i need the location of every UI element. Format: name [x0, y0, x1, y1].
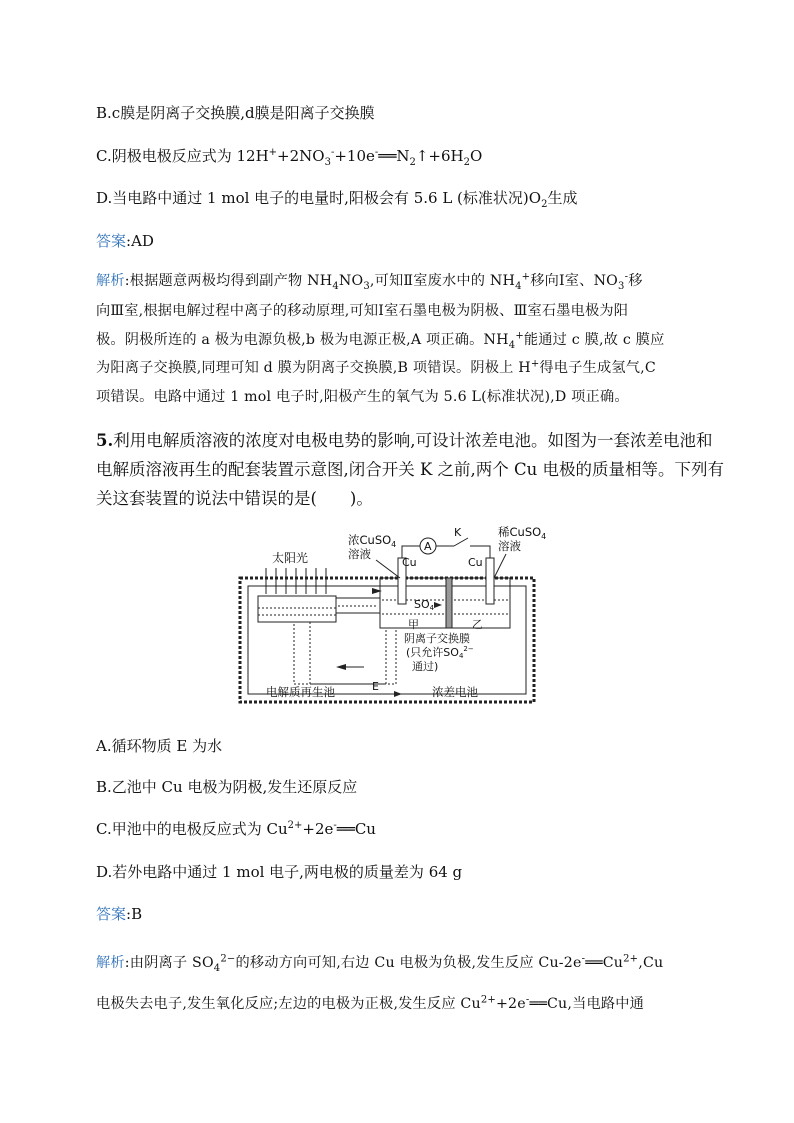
explanation-1-line-3: 极。阴极所连的 a 极为电源负极,b 极为电源正极,A 项正确。$NH_4^+$能通过 c 膜,故 c 膜应 [96, 330, 665, 351]
sun-rays [266, 568, 326, 594]
label-dilute-solution: 溶液 [498, 539, 521, 553]
regen-pool [258, 596, 386, 684]
label-conc-cuso4: 浓CuSO$_4$ [348, 533, 397, 549]
label-conc-cell: 浓差电池 [432, 685, 478, 699]
label-conc-solution: 溶液 [348, 547, 371, 561]
label-cu-left: Cu [402, 556, 417, 569]
q5-option-b: B.乙池中 Cu 电极为阴极,发生还原反应 [96, 778, 358, 796]
label-regen-pool: 电解质再生池 [266, 685, 335, 699]
arrow-sulfate [434, 602, 442, 608]
label-membrane-2: (只允许$SO4^{2-}$ [406, 645, 474, 660]
explanation-1-line-4: 为阳离子交换膜,同理可知 d 膜为阴离子交换膜,B 项错误。阴极上 H+得电子生成氢气,C [96, 358, 656, 376]
pointer-dilute [494, 554, 506, 578]
pointer-conc [376, 560, 400, 578]
external-circuit [402, 538, 490, 558]
answer-2: 答案:B [96, 905, 143, 923]
explanation-2-line-1: 解析:由阴离子 $SO_4^{2-}$的移动方向可知,右边 Cu 电极为负极,发生反应 $Cu-2e^-══Cu^{2+},Cu$ [96, 953, 664, 974]
question-5-line-1: 5.利用电解质溶液的浓度对电极电势的影响,可设计浓差电池。如图为一套浓差电池和 [96, 431, 713, 450]
concentration-cell-diagram [236, 518, 546, 708]
option-c: C.阴极电极反应式为 $12H^++2NO_3^-+10e^-══N_2↑+6H_2O$ [96, 147, 483, 168]
q5-option-d: D.若外电路中通过 1 mol 电子,两电极的质量差为 64 g [96, 863, 463, 881]
explanation-1-line-1: 解析:根据题意两极均得到副产物 $NH_4NO_3$,可知Ⅱ室废水中的 $NH_4^+$移向Ⅰ室、$NO_3^-$移 [96, 271, 643, 292]
label-sunlight: 太阳光 [272, 551, 309, 565]
arrow-e-head [394, 691, 402, 697]
anion-membrane [446, 578, 452, 628]
question-5-line-3: 关这套装置的说法中错误的是( )。 [96, 489, 373, 508]
explanation-1-line-2: 向Ⅲ室,根据电解过程中离子的移动原理,可知Ⅰ室石墨电极为阴极、Ⅲ室石墨电极为阳 [96, 303, 629, 319]
arrow-left-bottom [336, 664, 346, 670]
answer-1: 答案:AD [96, 232, 154, 250]
label-e: E [372, 680, 379, 693]
label-membrane-3: 通过) [412, 660, 439, 673]
label-dilute-cuso4: 稀CuSO$_4$ [498, 525, 546, 541]
label-yi: 乙 [472, 618, 483, 631]
option-b: B.c膜是阴离子交换膜,d膜是阳离子交换膜 [96, 104, 375, 122]
label-sulfate: SO4 [414, 598, 435, 612]
label-membrane-1: 阴离子交换膜 [404, 632, 470, 645]
label-cu-right: Cu [468, 556, 483, 569]
option-d: D.当电路中通过 1 mol 电子的电量时,阳极会有 5.6 L (标准状况)$O_2$生成 [96, 189, 578, 210]
pipe-top [336, 598, 380, 613]
question-5-line-2: 电解质溶液再生的配套装置示意图,闭合开关 K 之前,两个 Cu 电极的质量相等。下列有 [96, 460, 725, 479]
q5-option-c: C.甲池中的电极反应式为 $Cu^{2+}+2e^-══Cu$ [96, 820, 376, 838]
label-ammeter: A [424, 540, 432, 553]
explanation-1-line-5: 项错误。电路中通过 1 mol 电子时,阳极产生的氧气为 5.6 L(标准状况),D 项正确。 [96, 389, 629, 405]
q5-option-a: A.循环物质 E 为水 [96, 737, 223, 755]
label-switch: K [454, 526, 462, 539]
explanation-2-line-2: 电极失去电子,发生氧化反应;左边的电极为正极,发生反应 $Cu^{2+}+2e^-══Cu$,当电路中通 [96, 994, 645, 1012]
label-jia: 甲 [408, 618, 419, 631]
